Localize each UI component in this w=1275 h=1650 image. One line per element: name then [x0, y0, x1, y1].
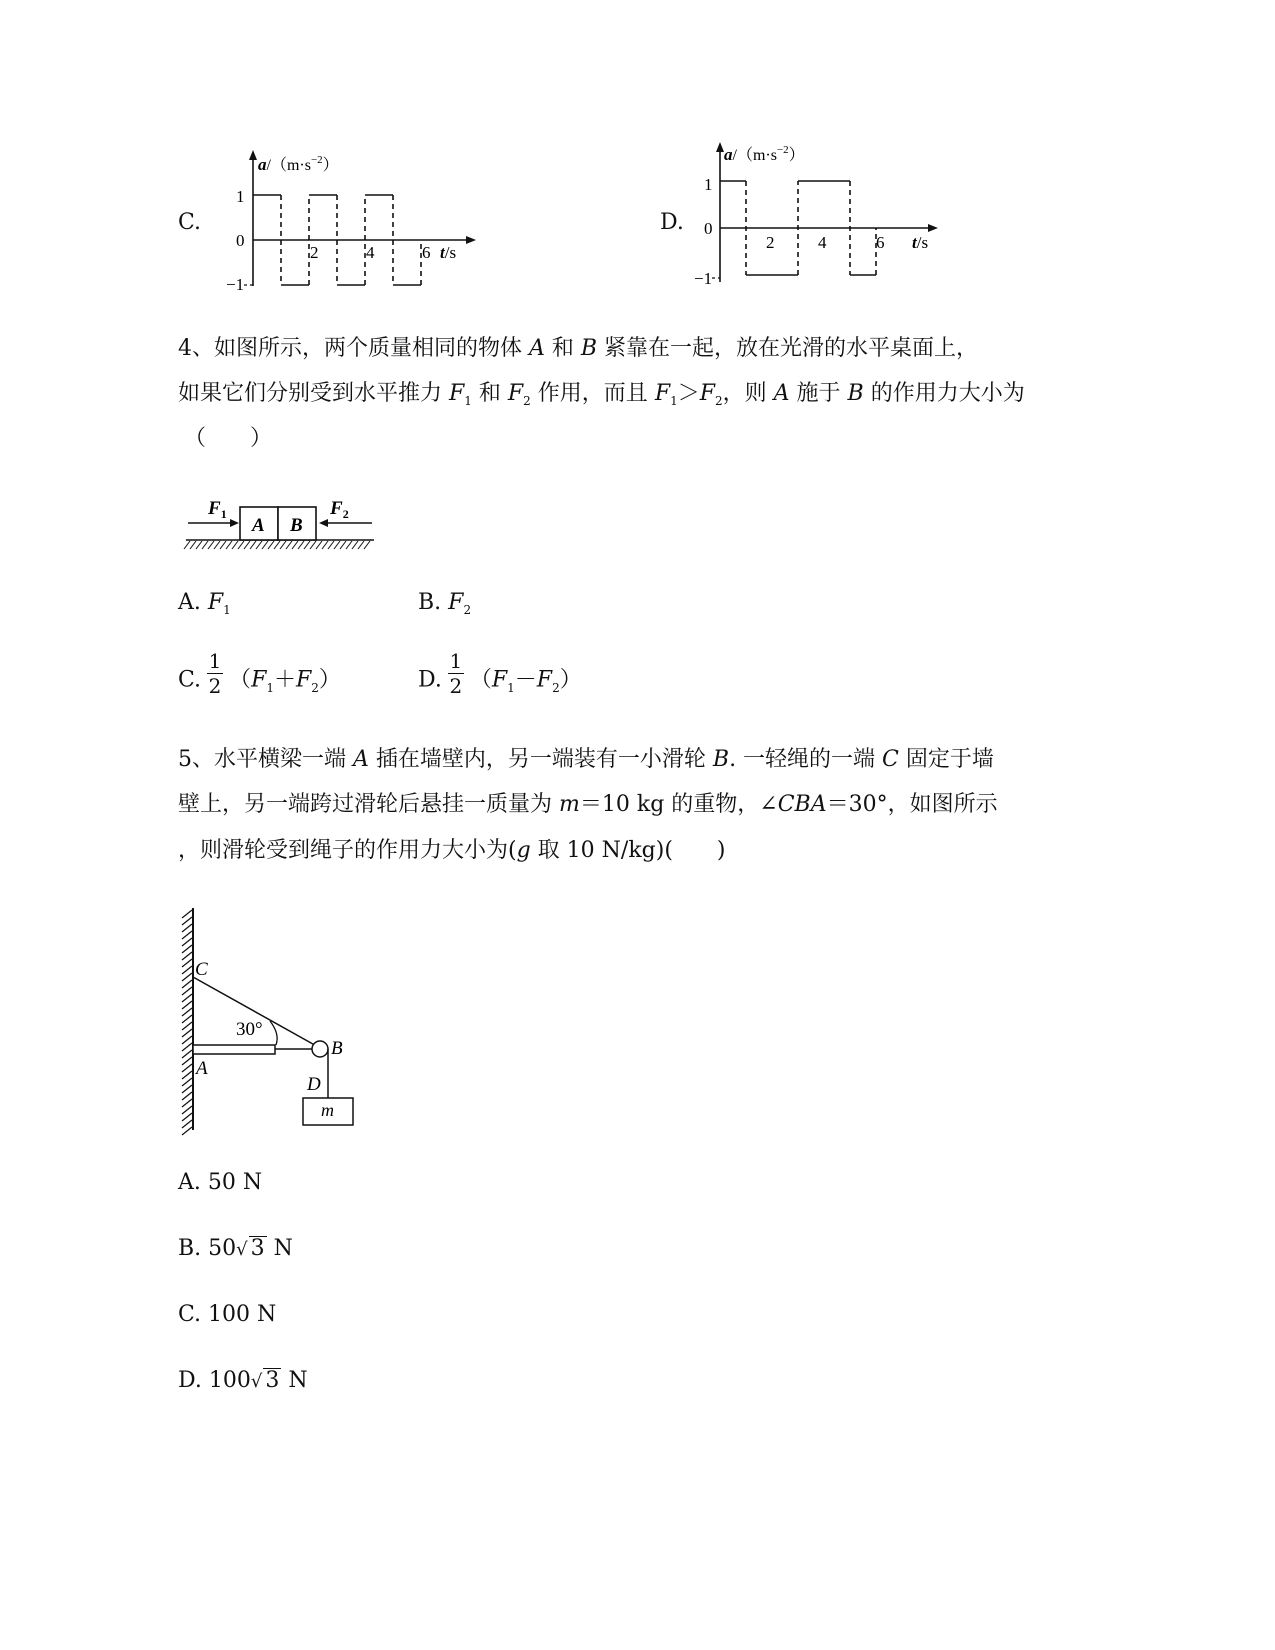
- svg-text:F1: $F_1$: [208, 498, 227, 521]
- q4-line-2: 如果它们分别受到水平推力 $F_1$ 和 $F_2$ 作用，而且 $F_1>F_2$，则 A 施于 B 的作用力大小为: [178, 381, 1025, 408]
- q5-pulley-figure: [176, 904, 366, 1136]
- graph-c-ylabel-unit: /（m·s: [266, 157, 311, 174]
- graph-c-xlabel-t: t: [440, 243, 445, 262]
- graph-c-ytick-neg1: −1: [226, 275, 245, 294]
- graph-c: [222, 148, 482, 300]
- graph-c-xtick-4: 4: [366, 243, 375, 262]
- force-f1-label: F: [208, 498, 221, 519]
- q4-answer-blank: （ ）: [184, 426, 273, 451]
- q4-option-a: A. $F_1$: [178, 590, 231, 617]
- label-angle: 30°: [236, 1019, 263, 1040]
- graph-d-ylabel-unit: /（m·s: [732, 147, 777, 164]
- force-f2-label: F: [330, 498, 343, 519]
- angle-arc: [270, 1021, 277, 1045]
- q4-option-c: C. $\frac{1}{2}$ $(F_1+F_2)$: [178, 649, 341, 698]
- q5-line-2: 壁上，另一端跨过滑轮后悬挂一质量为 m＝10 kg 的重物，∠CBA＝30°，如图所示: [178, 792, 998, 817]
- graph-c-xtick-2: 2: [310, 243, 319, 262]
- svg-text:t/s: [912, 233, 928, 252]
- graph-d-xtick-2: 2: [766, 233, 775, 252]
- label-m: m: [321, 1100, 334, 1120]
- graph-d-ylabel-a: a: [724, 145, 733, 164]
- q4-blocks-figure: [180, 494, 380, 556]
- graph-d-ytick-1: 1: [704, 175, 713, 194]
- q5-option-d: D. 100√ 3 N: [178, 1368, 308, 1393]
- graph-c-ylabel-a: a: [258, 155, 267, 174]
- q5-line-3: ，则滑轮受到绳子的作用力大小为(g 取 10 N/kg)( ): [178, 838, 726, 863]
- graph-c-y-arrow: [249, 150, 257, 160]
- graph-d-xlabel-t: t: [912, 233, 917, 252]
- graph-c-xtick-6: 6: [422, 243, 431, 262]
- graph-d-xtick-4: 4: [818, 233, 827, 252]
- graph-d-ytick-0: 0: [704, 219, 713, 238]
- option-c-label: C.: [178, 210, 202, 235]
- q5-option-a: A. 50 N: [178, 1170, 263, 1195]
- q5-line-1: 5、水平横梁一端 A 插在墙壁内，另一端装有一小滑轮 B. 一轻绳的一端 C 固定于墙: [178, 747, 994, 772]
- graph-d-y-arrow: [716, 142, 724, 152]
- graph-d-xtick-6: 6: [876, 233, 885, 252]
- block-b-label: B: [290, 515, 303, 536]
- q5-option-b: B. 50√ 3 N: [178, 1236, 293, 1261]
- svg-text:F2: $F_2$: [330, 498, 349, 521]
- block-a-label: A: [252, 515, 265, 536]
- q4-option-b: B. $F_2$: [418, 590, 472, 617]
- beam: [193, 1045, 275, 1054]
- graph-c-x-arrow: [466, 236, 476, 244]
- q5-option-c: C. 100 N: [178, 1302, 277, 1327]
- graph-d-ylabel-close: ）: [788, 147, 805, 164]
- graph-d-ytick-neg1: −1: [694, 269, 713, 288]
- graph-c-ylabel-close: ）: [322, 157, 339, 174]
- svg-text:a/（m·s−2）: [724, 144, 805, 164]
- svg-text:t/s: [440, 243, 456, 262]
- graph-d-x-arrow: [928, 224, 938, 232]
- label-c: C: [195, 959, 208, 980]
- q4-option-d: D. $\frac{1}{2}$ $(F_1-F_2)$: [418, 649, 582, 698]
- graph-c-ytick-1: 1: [236, 187, 245, 206]
- graph-c-xlabel-unit: /s: [444, 243, 457, 262]
- graph-c-ytick-0: 0: [236, 231, 245, 250]
- label-a: A: [196, 1058, 208, 1079]
- graph-c-ylabel-exp: −2: [310, 154, 323, 166]
- label-d: D: [307, 1074, 321, 1095]
- option-d-label: D.: [660, 210, 684, 235]
- graph-d-ylabel-exp: −2: [776, 144, 789, 156]
- pulley: [312, 1041, 328, 1057]
- graph-d-xlabel-unit: /s: [916, 233, 929, 252]
- graph-d: [692, 140, 952, 292]
- svg-text:a/（m·s−2）: [258, 154, 339, 174]
- label-b: B: [331, 1038, 343, 1059]
- q4-line-1: 4、如图所示，两个质量相同的物体 A 和 B 紧靠在一起，放在光滑的水平桌面上，: [178, 336, 979, 361]
